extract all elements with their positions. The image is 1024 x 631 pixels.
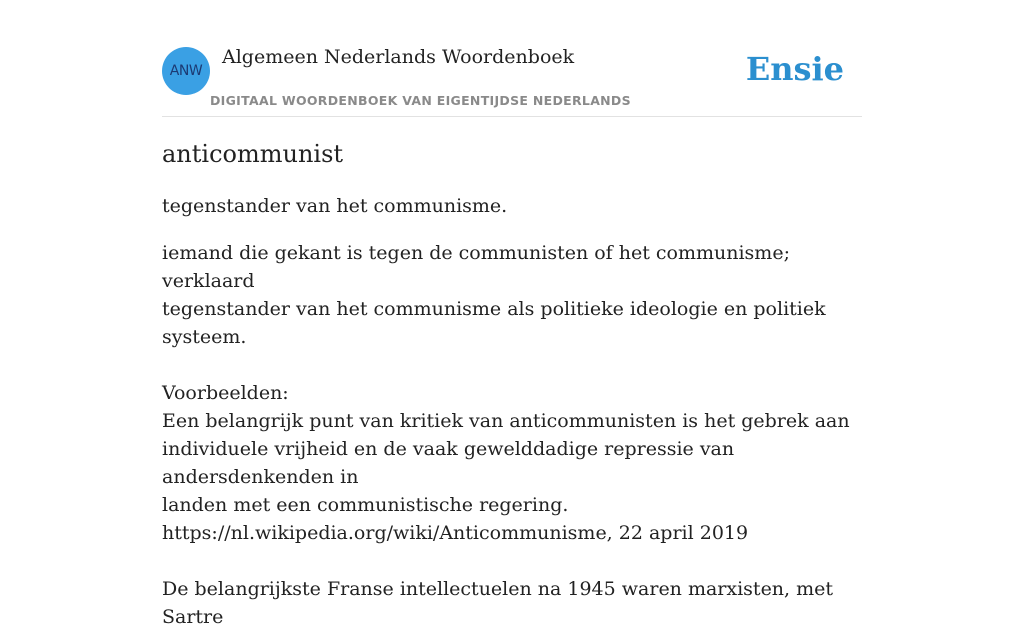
- example-line: individuele vrijheid en de vaak gewelddadige repressie van andersdenkenden in: [162, 438, 735, 488]
- long-definition: [162, 239, 862, 631]
- site-header: [162, 46, 862, 117]
- headword: anticommunist: [162, 140, 344, 168]
- example-line: De belangrijkste Franse intellectuelen na 1945 waren marxisten, met Sartre: [162, 578, 834, 628]
- example-line: Een belangrijk punt van kritiek van anticommunisten is het gebrek aan: [162, 410, 850, 432]
- example-line: landen met een communistische regering.: [162, 494, 569, 516]
- site-title[interactable]: Algemeen Nederlands Woordenboek: [222, 46, 575, 68]
- ensie-brand-logo[interactable]: Ensie: [745, 50, 844, 88]
- site-subtitle: DIGITAAL WOORDENBOEK VAN EIGENTIJDSE NEDERLANDS: [210, 93, 631, 108]
- anw-logo[interactable]: ANW: [162, 47, 210, 95]
- entry-content: [162, 138, 862, 631]
- long-definition-line: iemand die gekant is tegen de communisten of het communisme; verklaard: [162, 242, 790, 292]
- spacer: [162, 547, 862, 575]
- example-source: https://nl.wikipedia.org/wiki/Anticommunisme, 22 april 2019: [162, 522, 749, 544]
- short-definition: tegenstander van het communisme.: [162, 195, 508, 217]
- spacer: [162, 351, 862, 379]
- examples-label: Voorbeelden:: [162, 382, 289, 404]
- long-definition-line: tegenstander van het communisme als politieke ideologie en politiek systeem.: [162, 298, 826, 348]
